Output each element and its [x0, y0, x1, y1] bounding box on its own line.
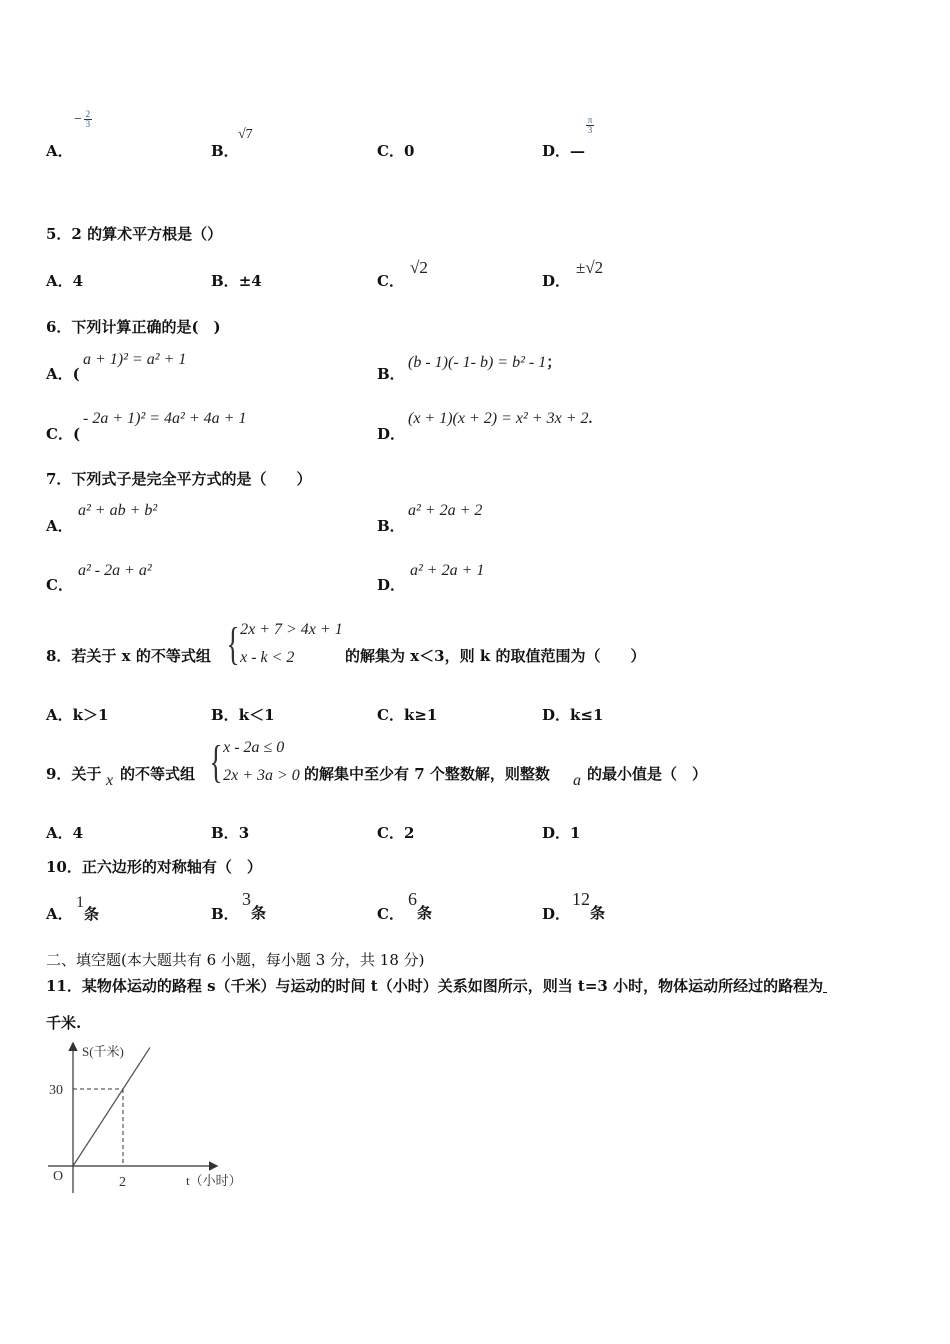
- q7-stem: 7．下列式子是完全平方式的是（ ）: [46, 470, 312, 488]
- q7-option-b: B．: [377, 517, 405, 535]
- section-title: 二、填空题(本大题共有 6 小题，每小题 3 分，共 18 分): [46, 951, 425, 969]
- q6-option-c: C．(: [46, 425, 81, 443]
- q9-option-d: D．1: [542, 824, 581, 842]
- origin-label: O: [53, 1169, 64, 1184]
- q5-option-d: D．: [542, 272, 571, 290]
- q8-inequality-2: x - k < 2: [240, 649, 295, 666]
- q8-option-b: B．k＜1: [211, 706, 275, 724]
- q5-stem: 5．2 的算术平方根是（）: [46, 225, 223, 243]
- q8-inequality-system: [222, 616, 343, 672]
- q9-inequality-2: 2x + 3a > 0: [223, 767, 300, 784]
- q9-stem-suffix2: 的最小值是（ ）: [587, 765, 708, 783]
- q4-option-b-value: √7: [238, 127, 253, 142]
- brace-icon: {: [226, 618, 240, 669]
- q4-option-a-value: − $\frac{2}{3}$: [74, 109, 91, 129]
- q9-option-b: B．3: [211, 824, 250, 842]
- q7-option-c-expr: a² - 2a + a²: [78, 562, 152, 579]
- q7-option-d: D．: [377, 576, 406, 594]
- q8-option-d: D．k≤1: [542, 706, 604, 724]
- distance-line: [73, 1047, 150, 1166]
- q7-option-c: C．: [46, 576, 73, 594]
- q10-option-c: C．: [377, 905, 404, 923]
- q10-option-a: A．: [46, 905, 73, 923]
- q9-inequality-1: x - 2a ≤ 0: [223, 739, 285, 756]
- q5-option-b: B．±4: [211, 272, 262, 290]
- q10-option-b: B．: [211, 905, 239, 923]
- q7-option-d-expr: a² + 2a + 1: [410, 562, 485, 579]
- brace-icon: {: [209, 736, 223, 787]
- q8-stem-suffix: 的解集为 x＜3，则 k 的取值范围为（ ）: [345, 647, 646, 665]
- q4-option-d-fraction: $\frac{\pi}{3}$: [587, 115, 593, 135]
- y-axis-label: S(千米): [82, 1044, 124, 1059]
- q9-stem-suffix1: 的解集中至少有 7 个整数解，则整数: [304, 765, 550, 783]
- distance-time-graph: [40, 1036, 260, 1196]
- q9-inequality-system: [205, 734, 300, 790]
- q6-option-b: B．: [377, 365, 405, 383]
- q4-option-d: D．—: [542, 142, 586, 160]
- q10-option-b-value: 3条: [242, 889, 267, 922]
- q9-option-a: A．4: [46, 824, 84, 842]
- q11-stem: 11．某物体运动的路程 s（千米）与运动的时间 t（小时）关系如图所示，则当 t=3 小时，物体运动所经过的路程为: [46, 975, 827, 996]
- q8-option-a: A．k＞1: [46, 706, 109, 724]
- q10-option-c-value: 6条: [408, 889, 433, 922]
- q6-option-a: A．(: [46, 365, 80, 383]
- q6-option-a-expr: a + 1)² = a² + 1: [83, 351, 187, 368]
- q8-option-c: C．k≥1: [377, 706, 438, 724]
- answer-blank[interactable]: [823, 978, 827, 993]
- q6-option-c-expr: - 2a + 1)² = 4a² + 4a + 1: [83, 410, 247, 427]
- q9-stem-prefix: 9．关于: [46, 765, 102, 783]
- q8-stem-prefix: 8．若关于 x 的不等式组: [46, 647, 211, 665]
- q6-stem: 6．下列计算正确的是( ): [46, 318, 221, 336]
- q7-option-a: A．: [46, 517, 73, 535]
- q11-tail: 千米.: [46, 1014, 82, 1032]
- q9-stem-middle: 的不等式组: [120, 765, 196, 783]
- q6-option-b-expr: (b - 1)(- 1- b) = b² - 1；: [408, 354, 562, 371]
- y-tick-label: 30: [49, 1083, 63, 1098]
- q9-option-c: C．2: [377, 824, 415, 842]
- q6-option-d-expr: (x + 1)(x + 2) = x² + 3x + 2.: [408, 410, 593, 427]
- q8-inequality-1: 2x + 7 > 4x + 1: [240, 621, 343, 638]
- q5-option-a: A．4: [46, 272, 84, 290]
- q5-option-c: C．: [377, 272, 404, 290]
- q5-option-c-value: √2: [410, 258, 428, 277]
- q6-option-d: D．: [377, 425, 406, 443]
- q10-option-d: D．: [542, 905, 571, 923]
- q9-var-a: a: [573, 772, 581, 789]
- q4-option-a: A．: [46, 142, 73, 160]
- q10-option-d-value: 12条: [572, 889, 606, 922]
- q7-option-b-expr: a² + 2a + 2: [408, 502, 483, 519]
- q4-option-c: C．0: [377, 142, 415, 160]
- q5-option-d-value: ±√2: [576, 258, 604, 277]
- q7-option-a-expr: a² + ab + b²: [78, 502, 158, 519]
- q10-option-a-value: 1条: [76, 894, 100, 923]
- x-axis-label: t（小时）: [186, 1173, 242, 1188]
- x-tick-label: 2: [119, 1175, 126, 1190]
- q4-option-b: B．: [211, 142, 239, 160]
- q9-var-x: x: [106, 772, 114, 789]
- q10-stem: 10．正六边形的对称轴有（ ）: [46, 858, 262, 876]
